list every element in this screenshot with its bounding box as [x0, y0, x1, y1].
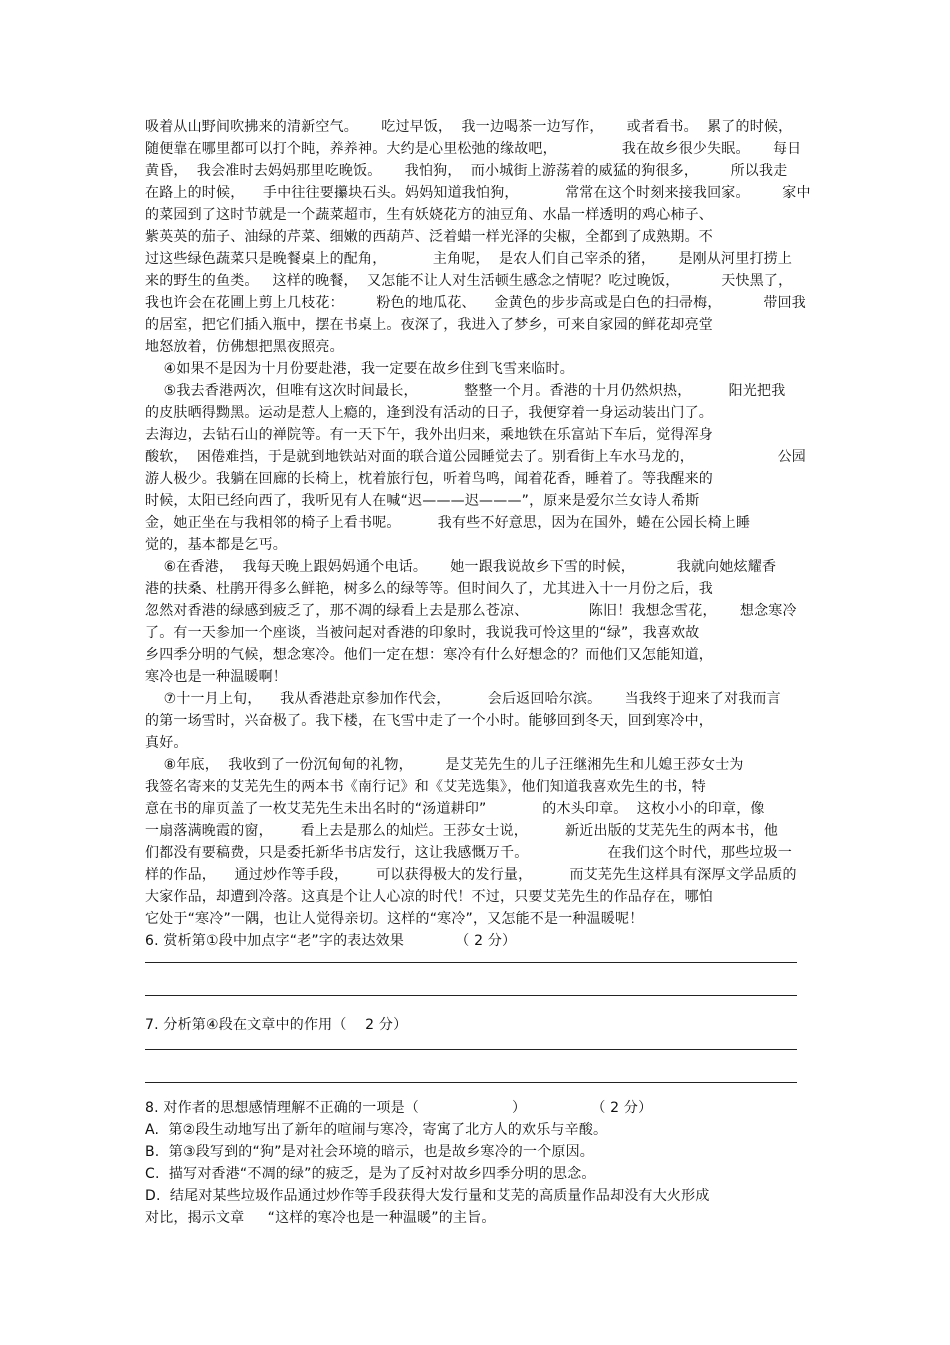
passage-line: 意在书的扉页盖了一枚艾芜先生未出名时的“汤道耕印” 的木头印章。 这枚小小的印章，像	[145, 801, 765, 817]
passage-line: 们都没有要稿费，只是委托新华书店发行，这让我感慨万千。 在我们这个时代，那些垃圾一	[145, 845, 793, 861]
passage-line: 紫英英的茄子、油绿的芹菜、细嫩的西葫芦、泛着蜡一样光泽的尖椒，全都到了成熟期。不	[145, 229, 713, 245]
passage-line: 觉的，基本都是乞丐。	[145, 537, 287, 553]
passage-line: 随便靠在哪里都可以打个盹，养养神。大约是心里松弛的缘故吧， 我在故乡很少失眠。 每日	[145, 141, 802, 157]
paragraph-6: ⑥在香港， 我每天晚上跟妈妈通个电话。 她一跟我说故乡下雪的时候， 我就向她炫耀香	[145, 559, 777, 575]
passage-line: 乡四季分明的气候，想念寒冷。他们一定在想：寒冷有什么好想念的？而他们又怎能知道，	[145, 647, 713, 663]
passage-line: 我也许会在花圃上剪上几枝花： 粉色的地瓜花、 金黄色的步步高或是白色的扫帚梅， 带回我	[145, 295, 807, 311]
question-6: 6. 赏析第①段中加点字“老”字的表达效果 （ 2 分）	[145, 933, 517, 949]
passage-line: 真好。	[145, 735, 188, 751]
passage-line: 的皮肤晒得黝黑。运动是惹人上瘾的，逢到没有活动的日子，我便穿着一身运动装出门了。	[145, 405, 713, 421]
passage-line: 黄昏， 我会准时去妈妈那里吃晚饭。 我怕狗， 而小城街上游荡着的威猛的狗很多， 所以我走	[145, 163, 788, 179]
option-d-continued: 对比，揭示文章 “这样的寒冷也是一种温暖”的主旨。	[145, 1210, 496, 1226]
paragraph-7: ⑦十一月上旬， 我从香港赴京参加作代会， 会后返回哈尔滨。 当我终于迎来了对我而言	[145, 691, 781, 707]
passage-line: 时候，太阳已经向西了，我听见有人在喊“迟———迟———”，原来是爱尔兰女诗人希斯	[145, 493, 700, 509]
passage-line: 游人极少。我躺在回廊的长椅上，枕着旅行包，听着鸟鸣，闻着花香，睡着了。等我醒来的	[145, 471, 713, 487]
passage-line: 一扇落满晚霞的窗， 看上去是那么的灿烂。王莎女士说， 新近出版的艾芜先生的两本书，他	[145, 823, 779, 839]
passage-line: 的菜园到了这时节就是一个蔬菜超市，生有妖娆花方的油豆角、水晶一样透明的鸡心柿子、	[145, 207, 713, 223]
answer-line[interactable]	[145, 995, 797, 996]
passage-line: 去海边，去钻石山的禅院等。有一天下午，我外出归来，乘地铁在乐富站下车后，觉得浑身	[145, 427, 713, 443]
answer-line[interactable]	[145, 1082, 797, 1083]
passage-line: 在路上的时候， 手中往往要攥块石头。妈妈知道我怕狗， 常常在这个时刻来接我回家。 家中	[145, 185, 811, 201]
passage-line: 忽然对香港的绿感到疲乏了，那不凋的绿看上去是那么苍凉、 陈旧！我想念雪花， 想念寒冷	[145, 603, 797, 619]
passage-line: 来的野生的鱼类。 这样的晚餐， 又怎能不让人对生活顿生感念之情呢？吃过晚饭， 天快黑了，	[145, 273, 793, 289]
passage-line: 酸软， 困倦难挡，于是就到地铁站对面的联合道公园睡觉去了。别看街上车水马龙的， 公园	[145, 449, 807, 465]
passage-line: 吸着从山野间吹拂来的清新空气。 吃过早饭， 我一边喝茶一边写作， 或者看书。 累了的时候，	[145, 119, 793, 135]
answer-line[interactable]	[145, 962, 797, 963]
option-b: B. 第③段写到的“狗”是对社会环境的暗示，也是故乡寒冷的一个原因。	[145, 1144, 595, 1160]
answer-line[interactable]	[145, 1049, 797, 1050]
passage-line: 大家作品，却遭到冷落。这真是个让人心凉的时代！不过，只要艾芜先生的作品存在，哪怕	[145, 889, 713, 905]
passage-line: 寒冷也是一种温暖啊！	[145, 669, 287, 685]
passage-line: 样的作品， 通过炒作等手段， 可以获得极大的发行量， 而艾芜先生这样具有深厚文学品质的	[145, 867, 797, 883]
passage-line: 金，她正坐在与我相邻的椅子上看书呢。 我有些不好意思，因为在国外，蜷在公园长椅上睡	[145, 515, 751, 531]
paragraph-4: ④如果不是因为十月份要赴港，我一定要在故乡住到飞雪来临时。	[145, 361, 574, 377]
passage-line: 地怒放着，仿佛想把黑夜照亮。	[145, 339, 344, 355]
paragraph-5: ⑤我去香港两次，但唯有这次时间最长， 整整一个月。香港的十月仍然炽热， 阳光把我	[145, 383, 786, 399]
option-c: C. 描写对香港“不凋的绿”的疲乏，是为了反衬对故乡四季分明的思念。	[145, 1166, 596, 1182]
passage-line: 的居室，把它们插入瓶中，摆在书桌上。夜深了，我进入了梦乡，可来自家园的鲜花却亮堂	[145, 317, 713, 333]
passage-line: 了。有一天参加一个座谈，当被问起对香港的印象时，我说我可怜这里的“绿”，我喜欢故	[145, 625, 700, 641]
passage-line: 过这些绿色蔬菜只是晚餐桌上的配角， 主角呢， 是农人们自己宰杀的猪， 是刚从河里打捞上	[145, 251, 793, 267]
passage-line: 它处于“寒冷”一隅，也让人觉得亲切。这样的“寒冷”，又怎能不是一种温暖呢！	[145, 911, 644, 927]
option-a: A. 第②段生动地写出了新年的喧闹与寒冷，寄寓了北方人的欢乐与辛酸。	[145, 1122, 608, 1138]
question-8: 8. 对作者的思想感情理解不正确的一项是（ ） （ 2 分）	[145, 1100, 653, 1116]
question-7: 7. 分析第④段在文章中的作用（ 2 分）	[145, 1017, 408, 1033]
passage-line: 的第一场雪时，兴奋极了。我下楼，在飞雪中走了一个小时。能够回到冬天，回到寒冷中，	[145, 713, 713, 729]
passage-line: 我签名寄来的艾芜先生的两本书《南行记》和《艾芜选集》，他们知道我喜欢先生的书，特	[145, 779, 706, 795]
paragraph-8: ⑧年底， 我收到了一份沉甸甸的礼物， 是艾芜先生的儿子汪继湘先生和儿媳王莎女士为	[145, 757, 744, 773]
passage-line: 港的扶桑、杜鹃开得多么鲜艳，树多么的绿等等。但时间久了，尤其进入十一月份之后，我	[145, 581, 713, 597]
option-d: D. 结尾对某些垃圾作品通过炒作等手段获得大发行量和艾芜的高质量作品却没有大火形成	[145, 1188, 710, 1204]
